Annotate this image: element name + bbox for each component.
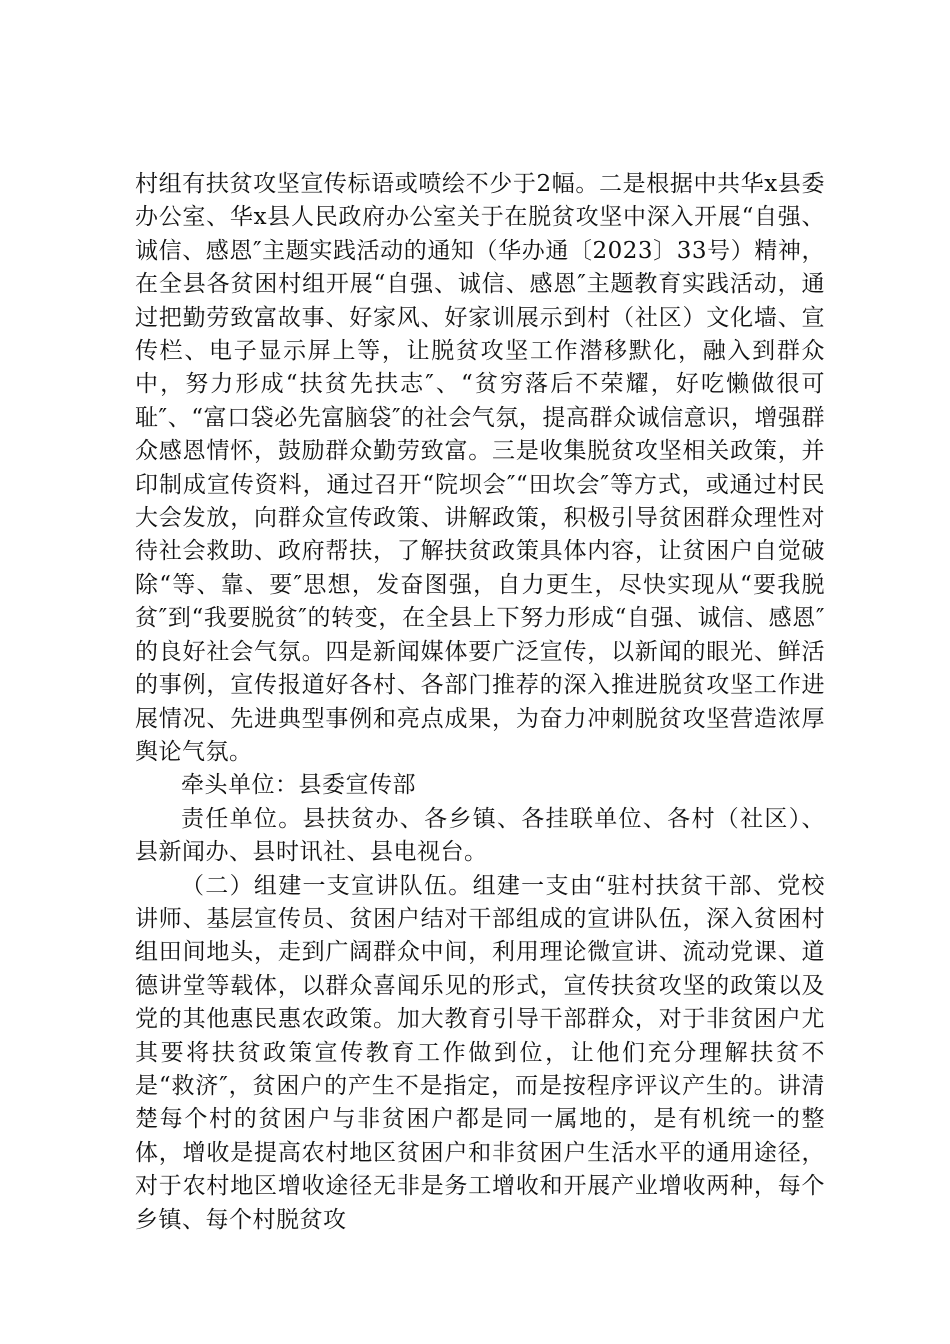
lead-unit-line: 牵头单位：县委宣传部 <box>181 772 416 799</box>
responsible-units-line: 责任单位。县扶贫办、各乡镇、各挂联单位、各村（社区）、县新闻办、县时讯社、县电视台。 <box>135 805 825 866</box>
paragraph-lecture-team: （二）组建一支宣讲队伍。组建一支由“驻村扶贫干部、党校讲师、基层宣传员、贫困户结对干部组成的宣讲队伍，深入贫困村组田间地头，走到广阔群众中间，利用理论微宣讲、流动党课、道德讲堂等载体，以群众喜闻乐见的形式，宣传扶贫攻坚的政策以及党的其他惠民惠农政策。加大教育引导干部群众，对于非贫困户尤其要将扶贫政策宣传教育工作做到位，让他们充分理解扶贫不是“救济″，贫困户的产生不是指定，而是按程序评议产生的。讲清楚每个村的贫困户与非贫困户都是同一属地的，是有机统一的整体，增收是提高农村地区贫困户和非贫困户生活水平的通用途径，对于农村地区增收途径无非是务工增收和开展产业增收两种，每个乡镇、每个村脱贫攻 <box>135 872 825 1233</box>
paragraph-publicity-tasks: 村组有扶贫攻坚宣传标语或喷绘不少于2幅。二是根据中共华x县委办公室、华x县人民政府办公室关于在脱贫攻坚中深入开展“自强、诚信、感恩″主题实践活动的通知（华办通〔2023〕33号）精神，在全县各贫困村组开展“自强、诚信、感恩″主题教育实践活动，通过把勤劳致富故事、好家风、好家训展示到村（社区）文化墙、宣传栏、电子显示屏上等，让脱贫攻坚工作潜移默化，融入到群众中，努力形成“扶贫先扶志″、“贫穷落后不荣耀，好吃懒做很可耻″、“富口袋必先富脑袋″的社会气氛，提高群众诚信意识，增强群众感恩情怀，鼓励群众勤劳致富。三是收集脱贫攻坚相关政策，并印制成宣传资料，通过召开“院坝会″“田坎会″等方式，或通过村民大会发放，向群众宣传政策、讲解政策，积极引导贫困群众理性对待社会救助、政府帮扶，了解扶贫政策具体内容，让贫困户自觉破除“等、靠、要″思想，发奋图强，自力更生，尽快实现从“要我脱贫″到“我要脱贫″的转变，在全县上下努力形成“自强、诚信、感恩″的良好社会气氛。四是新闻媒体要广泛宣传，以新闻的眼光、鲜活的事例，宣传报道好各村、各部门推荐的深入推进脱贫攻坚工作进展情况、先进典型事例和亮点成果，为奋力冲刺脱贫攻坚营造浓厚舆论气氛。 <box>135 171 825 765</box>
document-body <box>135 168 825 1237</box>
